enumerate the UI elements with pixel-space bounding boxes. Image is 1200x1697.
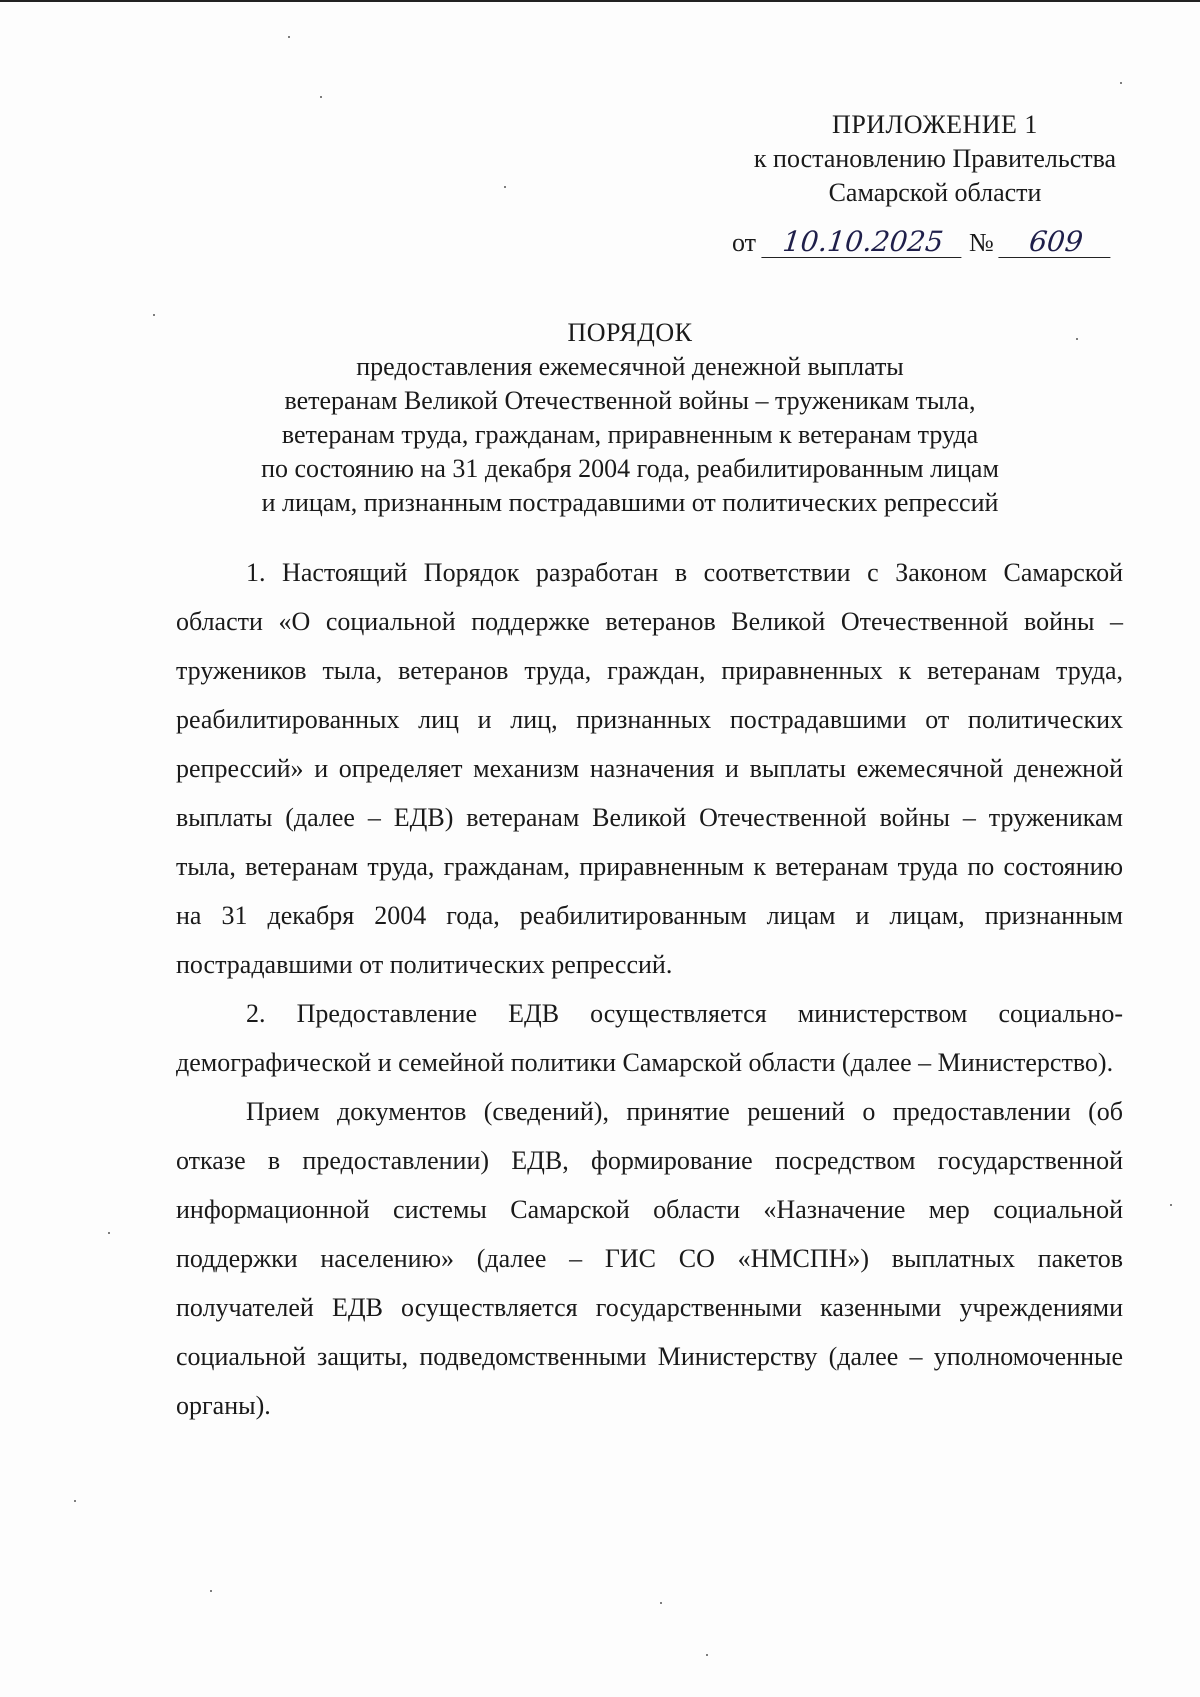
scan-speck [288, 36, 290, 38]
subtitle-line: ветеранам Великой Отечественной войны – труженикам тыла, [284, 386, 976, 415]
appendix-heading: ПРИЛОЖЕНИЕ 1 [832, 110, 1038, 139]
resolution-date: 10.10.2025 [761, 227, 964, 258]
scan-speck [74, 1500, 76, 1502]
scan-speck [1120, 82, 1122, 84]
scan-speck [1170, 1204, 1172, 1206]
scan-speck [706, 1654, 708, 1656]
scan-speck [320, 96, 322, 98]
scan-speck [210, 1590, 212, 1592]
scan-speck [504, 186, 506, 188]
subtitle-line: предоставления ежемесячной денежной выплаты [356, 352, 904, 381]
scan-speck [108, 1232, 110, 1234]
subtitle-line: ветеранам труда, гражданам, приравненным к ветеранам труда [281, 420, 979, 449]
paragraph-1: 1. Настоящий Порядок разработан в соответствии с Законом Самарской области «О социальной поддержке ветеранов Великой Отечественной войны – тружеников тыла, ветеранов труда, граждан, приравненных к ветеранам труда, реабилитированных лиц и лиц, признанных пострадавшими от политических репрессий» и определяет механизм назначения и выплаты ежемесячной денежной выплаты (далее – ЕДВ) ветеранам Великой Отечественной войны – труженикам тыла, ветеранам труда, гражданам, приравненным к ветеранам труда по состоянию на 31 декабря 2004 года, реабилитированным лицам и лицам, признанным пострадавшими от политических репрессий. [176, 558, 1123, 979]
document-title: ПОРЯДОК [567, 318, 693, 347]
appendix-line-3: Самарской области [828, 178, 1042, 207]
appendix-header [700, 108, 1170, 210]
resolution-number: 609 [999, 227, 1114, 258]
document-body [176, 548, 1123, 1430]
scan-speck [660, 1602, 662, 1604]
subtitle-line: и лицам, признанным пострадавшими от политических репрессий [261, 488, 999, 517]
subtitle-line: по состоянию на 31 декабря 2004 года, реабилитированным лицам [261, 454, 999, 483]
date-prefix: от [732, 228, 757, 257]
resolution-date-line [732, 226, 1112, 260]
scan-speck [153, 314, 155, 316]
scan-speck [1076, 338, 1078, 340]
document-title-block [200, 316, 1060, 520]
paragraph-2: 2. Предоставление ЕДВ осуществляется министерством социально-демографической и семейной политики Самарской области (далее – Министерство). [176, 999, 1123, 1077]
scan-top-edge [0, 0, 1200, 2]
appendix-line-2: к постановлению Правительства [753, 144, 1117, 173]
number-sign: № [969, 228, 994, 257]
paragraph-3: Прием документов (сведений), принятие решений о предоставлении (об отказе в предоставлении) ЕДВ, формирование посредством государственной информационной системы Самарской области «Назначение мер социальной поддержки населению» (далее – ГИС СО «НМСПН») выплатных пакетов получателей ЕДВ осуществляется государственными казенными учреждениями социальной защиты, подведомственными Министерству (далее – уполномоченные органы). [176, 1097, 1123, 1420]
